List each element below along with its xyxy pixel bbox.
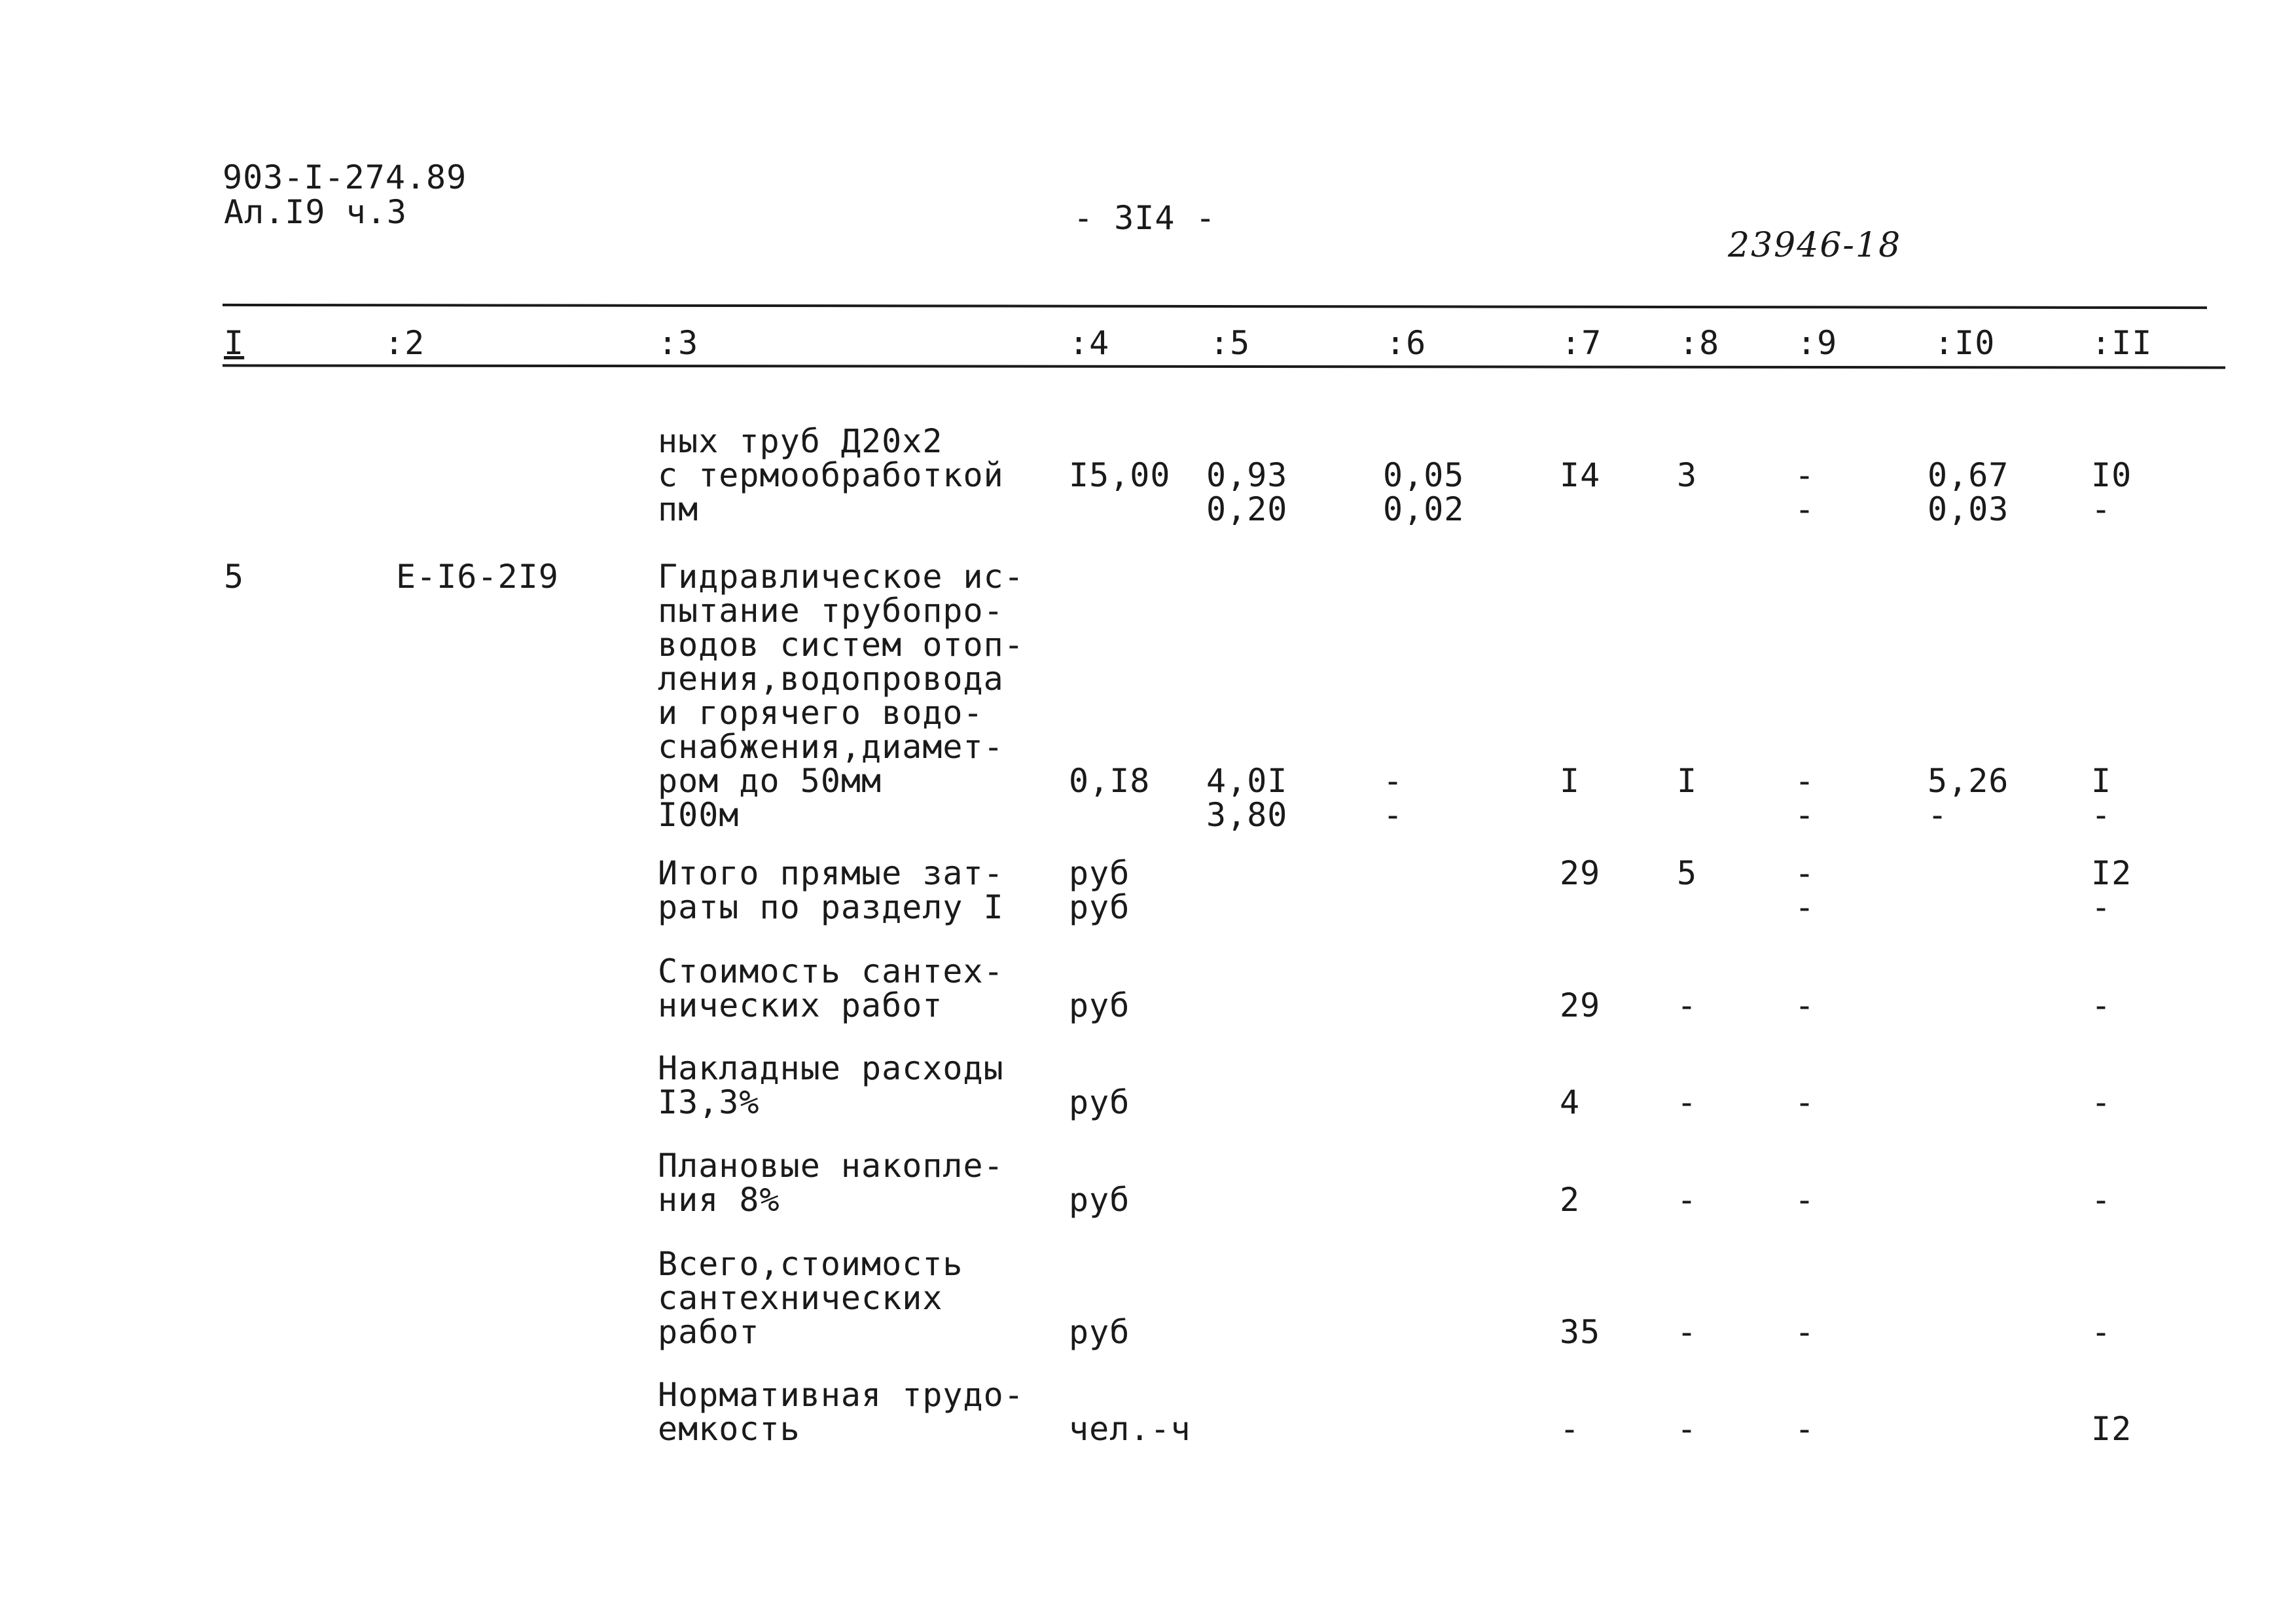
row-col-8: - [1677,986,1698,1024]
col-header-9: :9 [1797,324,1838,362]
row-col-9: - - [1795,762,1816,834]
col-header-6: :6 [1386,324,1427,362]
row-col-4: чел.-ч [1069,1410,1191,1448]
row-description: Нормативная трудо- емкость [658,1376,1024,1448]
row-col-4: 0,I8 [1069,762,1151,800]
row-description: ных труб Д20х2 с термообработкой пм [658,422,1004,528]
row-col-8: - [1677,1083,1698,1121]
table-top-rule [223,304,2207,309]
row-col-4: руб [1069,1313,1130,1351]
row-col-4: руб [1069,986,1130,1024]
row-description: Плановые накопле- ния 8% [658,1147,1004,1219]
row-description: Стоимость сантех- нических работ [658,952,1004,1024]
row-col-8: - [1677,1181,1698,1219]
row-col-11: - [2091,1181,2112,1219]
col-header-3: :3 [658,324,699,362]
row-col-7: 2 [1560,1181,1581,1219]
doc-code: 903-I-274.89 [223,158,467,196]
page-number: - 3I4 - [1073,199,1216,237]
row-col-10: 0,67 0,03 [1928,456,2009,528]
album-label: Ал.I9 ч.3 [224,193,407,231]
row-col-8: I [1677,762,1698,800]
row-col-11: I2 - [2091,854,2132,926]
row-col-9: - [1795,986,1816,1024]
row-col-7: 35 [1560,1313,1601,1351]
col-header-10: :I0 [1934,324,1996,362]
table-header [0,326,2296,365]
row-col-8: - [1677,1410,1698,1448]
row-col-11: - [2091,1313,2112,1351]
row-col-7: 29 [1560,854,1601,892]
row-col-11: I0 - [2091,456,2132,528]
row-description: Итого прямые зат- раты по разделу I [658,854,1004,926]
row-col-7: I4 [1560,456,1601,494]
row-col-9: - - [1795,456,1816,528]
row-col-9: - [1795,1313,1816,1351]
row-col-7: I [1560,762,1581,800]
row-col-7: - [1560,1410,1581,1448]
row-col-10: 5,26 - [1928,762,2009,834]
row-col-11: I - [2091,762,2112,834]
row-code: Е-I6-2I9 [396,558,559,596]
col-header-4: :4 [1069,324,1110,362]
col-header-5: :5 [1210,324,1251,362]
row-description: Гидравлическое ис- пытание трубопро- водов систем отоп- ления,водопровода и горячего водо- снабжения,диамет- ром до 50мм I00м [658,558,1024,834]
row-col-8: 5 [1677,854,1698,892]
row-number: 5 [224,558,245,596]
row-col-9: - [1795,1410,1816,1448]
row-col-5: 0,93 0,20 [1206,456,1288,528]
col-header-11: :II [2091,324,2153,362]
col-header-8: :8 [1679,324,1720,362]
row-description: Всего,стоимость сантехнических работ [658,1245,963,1351]
col-header-2: :2 [384,324,425,362]
row-col-11: I2 [2091,1410,2132,1448]
row-col-9: - [1795,1083,1816,1121]
row-col-11: - [2091,986,2112,1024]
row-col-9: - [1795,1181,1816,1219]
col-header-1: I [224,324,245,362]
row-col-4: руб [1069,1083,1130,1121]
row-col-7: 4 [1560,1083,1581,1121]
row-col-6: - - [1383,762,1404,834]
col-header-7: :7 [1561,324,1602,362]
row-col-8: - [1677,1313,1698,1351]
row-col-4: руб руб [1069,854,1130,926]
row-col-6: 0,05 0,02 [1383,456,1465,528]
handwritten-number: 23946-18 [1728,226,1902,265]
row-col-7: 29 [1560,986,1601,1024]
row-col-11: - [2091,1083,2112,1121]
row-col-4: руб [1069,1181,1130,1219]
row-col-4: I5,00 [1069,456,1171,494]
row-col-5: 4,0I 3,80 [1206,762,1288,834]
row-col-8: 3 [1677,456,1698,494]
row-description: Накладные расходы I3,3% [658,1049,1004,1121]
row-col-9: - - [1795,854,1816,926]
